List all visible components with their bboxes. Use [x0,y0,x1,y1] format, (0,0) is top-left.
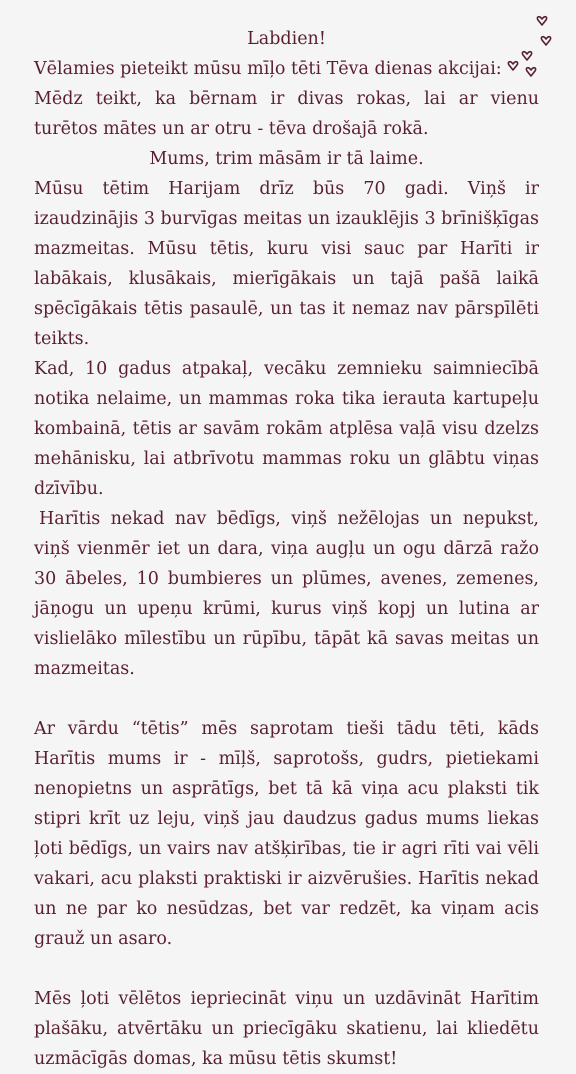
centered-line: Mums, trim māsām ir tā laime. [149,149,424,169]
paragraph-4: Ar vārdu “tētis” mēs saprotam tieši tādu tēti, kāds Harītis mums ir - mīļš, saprotošs, gudrs, pietiekami nenopietns un asprātīgs, bet tā kā viņa acu plaksti tik stipri krīt uz leju, viņš jau daudzus gadus mums liekas ļoti bēdīgs, un vairs nav atšķirības, tie ir agri rīti vai vēli vakari, acu plaksti praktiski ir aizvērušies. Harītis nekad un ne par ko nesūdzas, bet var redzēt, ka viņam acis grauž un asaro. [34,719,539,949]
intro-line: Vēlamies pieteikt mūsu mīļo tēti Tēva dienas akcijai: [34,59,502,79]
greeting: Labdien! [247,29,326,49]
spacer [34,954,539,984]
hearts-icon [502,8,558,82]
paragraph-2: Kad, 10 gadus atpakaļ, vecāku zemnieku saimniecībā notika nelaime, un mammas roka tika ierauta kartupeļu kombainā, tētis ar savām rokām atplēsa vaļā visu dzelzs mehānisku, lai atbrīvotu mammas roku un glābtu viņas dzīvību. [34,359,539,499]
paragraph-1: Mūsu tētim Harijam drīz būs 70 gadi. Viņš ir izaudzinājis 3 burvīgas meitas un izauklējis 3 brīnišķīgas mazmeitas. Mūsu tētis, kuru visi sauc par Harīti ir labākais, klusākais, mierīgākais un tajā pašā laikā spēcīgākais tētis pasaulē, un tas it nemaz nav pārspīlēti teikts. [34,179,539,349]
paragraph-5: Mēs ļoti vēlētos iepriecināt viņu un uzdāvināt Harītim plašāku, atvērtāku un priecīgāku skatienu, lai kliedētu uzmācīgās domas, ka mūsu tētis skumst! [34,989,539,1069]
spacer [34,684,539,714]
letter-body [34,24,539,1074]
saying-paragraph: Mēdz teikt, ka bērnam ir divas rokas, lai ar vienu turētos mātes un ar otru - tēva drošajā rokā. [34,89,539,139]
paragraph-3: Harītis nekad nav bēdīgs, viņš nežēlojas un nepukst, viņš vienmēr iet un dara, viņa augļu un ogu dārzā ražo 30 ābeles, 10 bumbieres un plūmes, avenes, zemenes, jāņogu un upeņu krūmi, kurus viņš kopj un lutina ar vislielāko mīlestību un rūpību, tāpāt kā savas meitas un mazmeitas. [34,509,539,679]
